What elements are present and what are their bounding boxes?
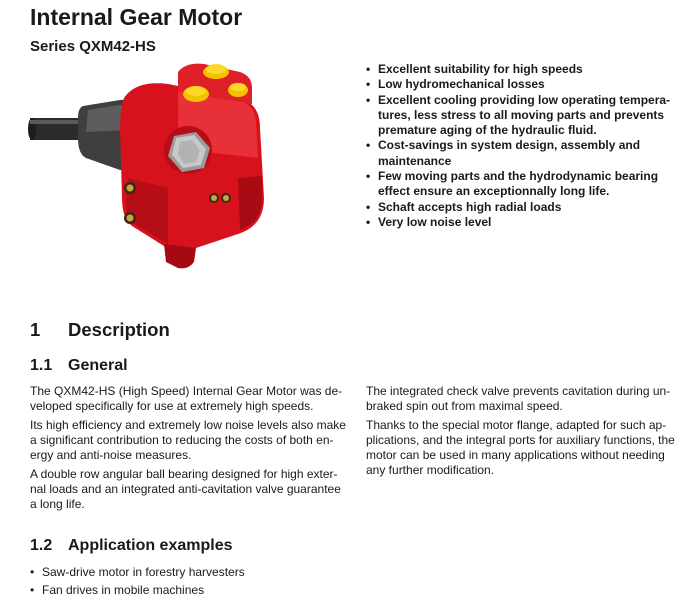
section-heading-general [30, 357, 128, 375]
section-title: General [68, 357, 128, 374]
feature-list [366, 62, 684, 230]
paragraph: Thanks to the special motor flange, adapted for such ap- plications, and the integral ports for auxiliary functions, the motor can be used in many applications without needing any further modification. [366, 418, 675, 477]
application-list [30, 563, 245, 599]
feature-item: • Excellent cooling providing low operating tempera- tures, less stress to all moving parts and prevents premature aging of the hydraulic fluid. [366, 93, 684, 139]
feature-item: • Schaft accepts high radial loads [366, 200, 684, 215]
general-text-right-column [366, 384, 684, 482]
application-item: • Fan drives in mobile machines [30, 581, 245, 599]
general-text-left-column [30, 384, 350, 516]
hex-bolt [164, 126, 212, 174]
motor-photo [28, 58, 348, 273]
section-number: 1.2 [30, 537, 53, 554]
paragraph: A double row angular ball bearing designed for high exter- nal loads and an integrated anti-cavitation valve guarantee a long life. [30, 467, 341, 511]
section-number: 1 [30, 319, 41, 340]
section-title: Description [68, 319, 170, 340]
section-heading-applications [30, 537, 233, 555]
paragraph: Its high efficiency and extremely low noise levels also make a significant contribution to reducing the costs of both en- ergy and anti-noise measures. [30, 418, 346, 462]
application-item: • Saw-drive motor in forestry harvesters [30, 563, 245, 581]
paragraph: The QXM42-HS (High Speed) Internal Gear Motor was de- veloped specifically for use at extremely high speeds. [30, 384, 343, 413]
feature-item: • Cost-savings in system design, assembly and maintenance [366, 138, 684, 169]
feature-item: • Excellent suitability for high speeds [366, 62, 684, 77]
series-subtitle: Series QXM42-HS [30, 38, 156, 55]
feature-item: • Very low noise level [366, 215, 684, 230]
section-number: 1.1 [30, 357, 53, 374]
section-heading-description [30, 319, 170, 341]
paragraph: The integrated check valve prevents cavitation during un- braked spin out from maximal speed. [366, 384, 671, 413]
section-title: Application examples [68, 537, 233, 554]
feature-item: • Low hydromechanical losses [366, 77, 684, 92]
feature-item: • Few moving parts and the hydrodynamic bearing effect ensure an exceptionnally long life. [366, 169, 684, 200]
page-title: Internal Gear Motor [30, 4, 243, 30]
